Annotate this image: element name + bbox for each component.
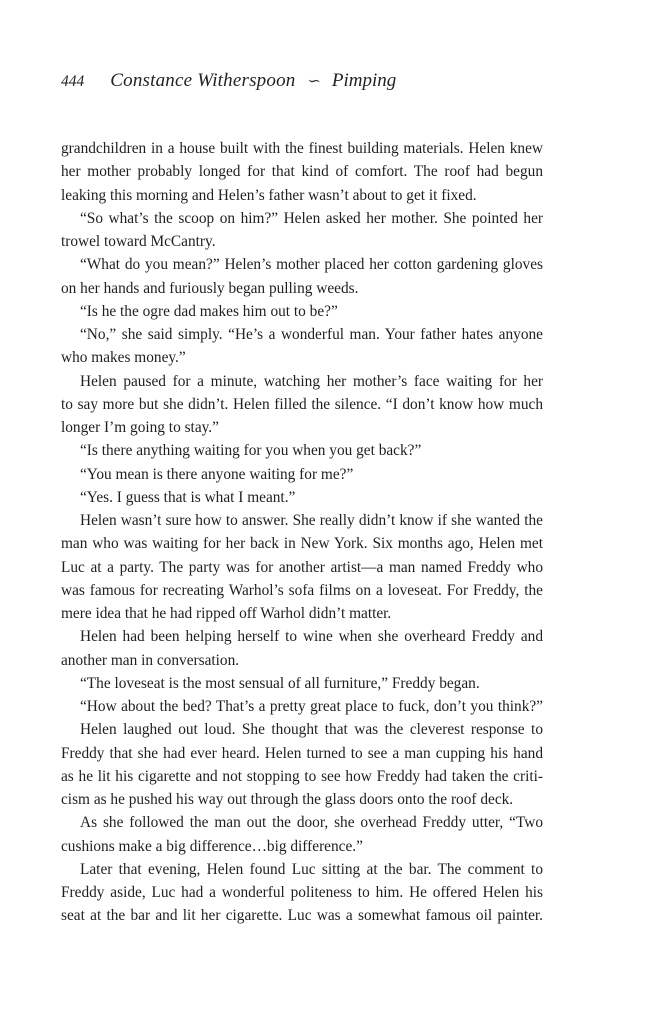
text-line: Helen paused for a minute, watching her mother’s face waiting for her <box>80 372 543 390</box>
text-line: “You mean is there anyone waiting for me?” <box>80 465 354 483</box>
text-line: was famous for recreating Warhol’s sofa films on a loveseat. For Freddy, the <box>61 581 543 599</box>
text-line: “What do you mean?” Helen’s mother placed her cotton gardening gloves <box>80 256 543 274</box>
text-line: seat at the bar and lit her cigarette. Luc was a somewhat famous oil painter. <box>61 907 543 925</box>
text-line: Freddy aside, Luc had a wonderful politeness to him. He offered Helen his <box>61 884 543 901</box>
chapter-title: Pimping <box>331 70 397 91</box>
text-line: another man in conversation. <box>61 651 240 669</box>
text-line: “Is he the ogre dad makes him out to be?” <box>80 302 338 320</box>
text-line: Helen laughed out loud. She thought that was the cleverest response to <box>80 721 543 739</box>
text-line: mere idea that he had ripped off Warhol didn’t matter. <box>61 605 392 622</box>
text-line: Helen wasn’t sure how to answer. She really didn’t know if she wanted the <box>80 512 543 529</box>
text-line: “How about the bed? That’s a pretty great place to fuck, don’t you think?” <box>80 698 543 715</box>
text-line: Later that evening, Helen found Luc sitting at the bar. The comment to <box>80 860 543 878</box>
author-name: Constance Witherspoon <box>110 70 296 91</box>
text-line: Freddy that she had ever heard. Helen turned to see a man cupping his hand <box>61 744 543 762</box>
text-line: “No,” she said simply. “He’s a wonderful man. Your father hates anyone <box>80 326 543 343</box>
body-text <box>61 137 543 928</box>
text-line: “Yes. I guess that is what I meant.” <box>80 488 296 506</box>
text-line: who makes money.” <box>61 349 186 367</box>
text-line: As she followed the man out the door, she overhead Freddy utter, “Two <box>80 814 543 832</box>
text-line: Helen had been helping herself to wine when she overheard Freddy and <box>80 628 543 646</box>
text-line: cism as he pushed his way out through the glass doors onto the roof deck. <box>61 791 514 808</box>
text-line: longer I’m going to stay.” <box>61 419 219 436</box>
text-line: as he lit his cigarette and not stopping to see how Freddy had taken the criti- <box>61 767 543 785</box>
text-line: “The loveseat is the most sensual of all furniture,” Freddy began. <box>80 674 480 692</box>
text-line: Luc at a party. The party was for another artist—a man named Freddy who <box>61 558 543 576</box>
page-number: 444 <box>61 73 85 90</box>
text-line: “Is there anything waiting for you when you get back?” <box>80 442 422 460</box>
text-line: man who was waiting for her back in New York. Six months ago, Helen met <box>61 535 543 553</box>
text-line: to say more but she didn’t. Helen filled the silence. “I don’t know how much <box>61 395 543 413</box>
text-line: on her hands and furiously began pulling weeds. <box>61 279 359 297</box>
text-line: her mother probably longed for that kind of comfort. The roof had begun <box>61 163 543 181</box>
text-line: “So what’s the scoop on him?” Helen asked her mother. She pointed her <box>80 209 543 227</box>
running-head <box>61 70 601 100</box>
text-line: leaking this morning and Helen’s father wasn’t about to get it fixed. <box>61 186 477 204</box>
text-line: trowel toward McCantry. <box>61 233 216 250</box>
ornament-icon: ∽ <box>307 73 321 90</box>
text-line: cushions make a big difference…big difference.” <box>61 837 363 855</box>
text-line: grandchildren in a house built with the finest building materials. Helen knew <box>61 140 543 157</box>
